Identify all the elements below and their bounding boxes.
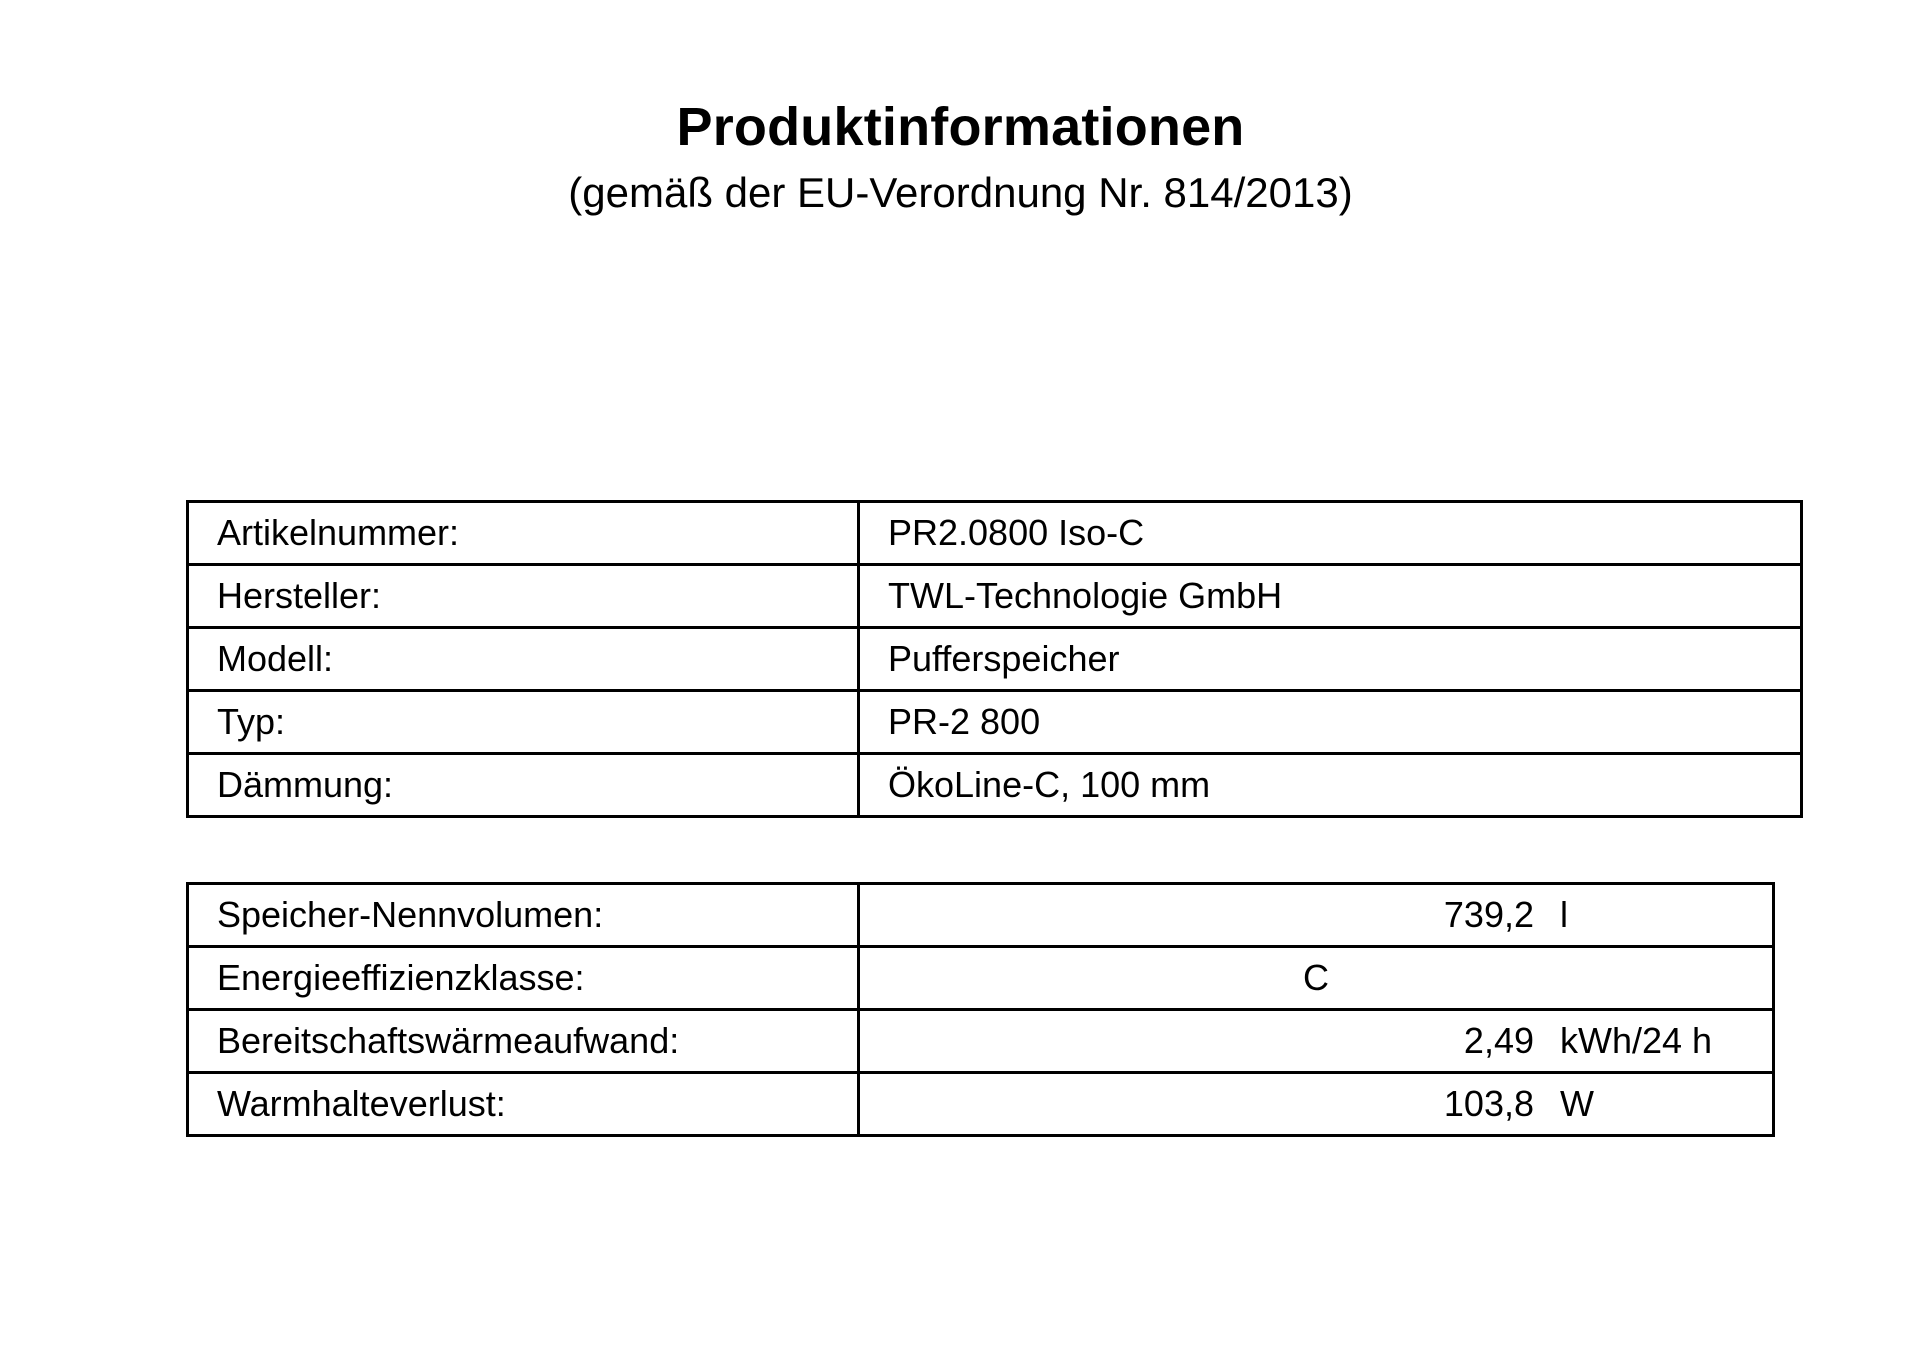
- value-wrapper: [860, 1084, 1772, 1124]
- row-value: PR2.0800 Iso-C: [859, 502, 1802, 565]
- value-number: 103,8: [1443, 1083, 1534, 1125]
- identification-table: [186, 500, 1803, 818]
- table-row: [188, 628, 1802, 691]
- page-subtitle: (gemäß der EU-Verordnung Nr. 814/2013): [568, 169, 1353, 217]
- row-label: Modell:: [188, 628, 859, 691]
- row-label: Typ:: [188, 691, 859, 754]
- table-row: [188, 691, 1802, 754]
- row-label: Hersteller:: [188, 565, 859, 628]
- row-label: Dämmung:: [188, 754, 859, 817]
- row-value: [859, 947, 1774, 1010]
- row-label: Warmhalteverlust:: [188, 1073, 859, 1136]
- value-number: C: [1303, 957, 1329, 999]
- specifications-table: [186, 882, 1775, 1137]
- value-unit: W: [1560, 1083, 1594, 1125]
- page-header: [0, 0, 1921, 218]
- value-number: 739,2: [1443, 894, 1534, 936]
- value-wrapper: [860, 958, 1772, 998]
- row-label: Energieeffizienzklasse:: [188, 947, 859, 1010]
- row-value: Pufferspeicher: [859, 628, 1802, 691]
- value-unit: kWh/24 h: [1560, 1020, 1713, 1062]
- tables-container: [186, 500, 1738, 1137]
- row-value: PR-2 800: [859, 691, 1802, 754]
- table-row: [188, 754, 1802, 817]
- row-label: Speicher-Nennvolumen:: [188, 884, 859, 947]
- row-label: Bereitschaftswärmeaufwand:: [188, 1010, 859, 1073]
- value-wrapper: [860, 1021, 1772, 1061]
- row-value: TWL-Technologie GmbH: [859, 565, 1802, 628]
- row-value: [859, 1073, 1774, 1136]
- table-row: [188, 1073, 1774, 1136]
- table-row: [188, 884, 1774, 947]
- table-row: [188, 565, 1802, 628]
- row-value: ÖkoLine-C, 100 mm: [859, 754, 1802, 817]
- row-value: [859, 884, 1774, 947]
- table-row: [188, 1010, 1774, 1073]
- value-wrapper: [860, 895, 1772, 935]
- table-row: [188, 502, 1802, 565]
- value-unit: l: [1560, 894, 1568, 936]
- value-number: 2,49: [1463, 1020, 1534, 1062]
- row-value: [859, 1010, 1774, 1073]
- page-title: Produktinformationen: [676, 97, 1245, 157]
- table-row: [188, 947, 1774, 1010]
- row-label: Artikelnummer:: [188, 502, 859, 565]
